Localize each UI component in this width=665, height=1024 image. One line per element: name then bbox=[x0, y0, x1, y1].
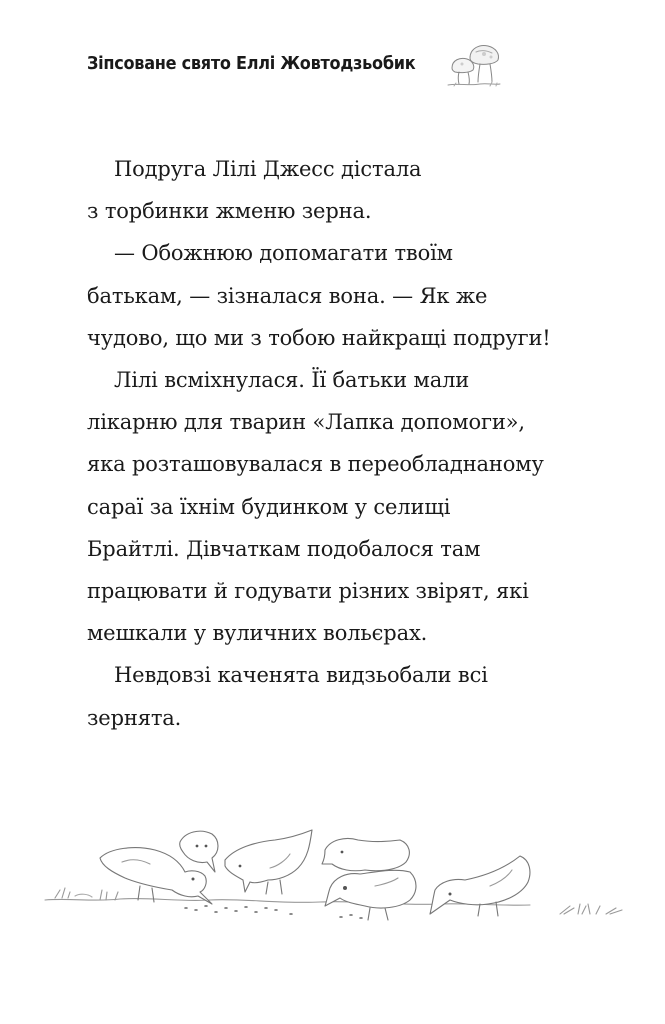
mushroom-icon bbox=[440, 40, 505, 90]
text-line: працювати й годувати різних звірят, які bbox=[87, 579, 529, 604]
text-line: яка розташовувалася в переобладнаному bbox=[87, 452, 544, 477]
text-line: Подруга Лілі Джесс дістала bbox=[114, 157, 422, 181]
text-line: Лілі всміхнулася. Її батьки мали bbox=[114, 368, 470, 393]
text-line: Брайтлі. Дівчаткам подобалося там bbox=[87, 536, 481, 561]
text-line: мешкали у вуличних вольєрах. bbox=[87, 621, 428, 646]
text-line: чудово, що ми з тобою найкращі подруги! bbox=[87, 325, 551, 350]
text-line: зернята. bbox=[87, 705, 182, 730]
text-line: лікарню для тварин «Лапка допомоги», bbox=[87, 410, 525, 435]
ducklings-illustration bbox=[40, 820, 665, 935]
running-head bbox=[87, 54, 444, 74]
text-line: — Обожнюю допомагати твоїм bbox=[114, 241, 453, 266]
text-line: Невдовзі каченята видзьобали всі bbox=[114, 663, 488, 688]
text-line: батькам, — зізналася вона. — Як же bbox=[87, 283, 488, 308]
text-line: з торбинки жменю зерна. bbox=[87, 199, 372, 224]
text-line: сараї за їхнім будинком у селищі bbox=[87, 494, 451, 519]
body-text bbox=[87, 148, 587, 739]
running-title: Зіпсоване свято Еллі Жовтодзьобик bbox=[87, 54, 416, 74]
